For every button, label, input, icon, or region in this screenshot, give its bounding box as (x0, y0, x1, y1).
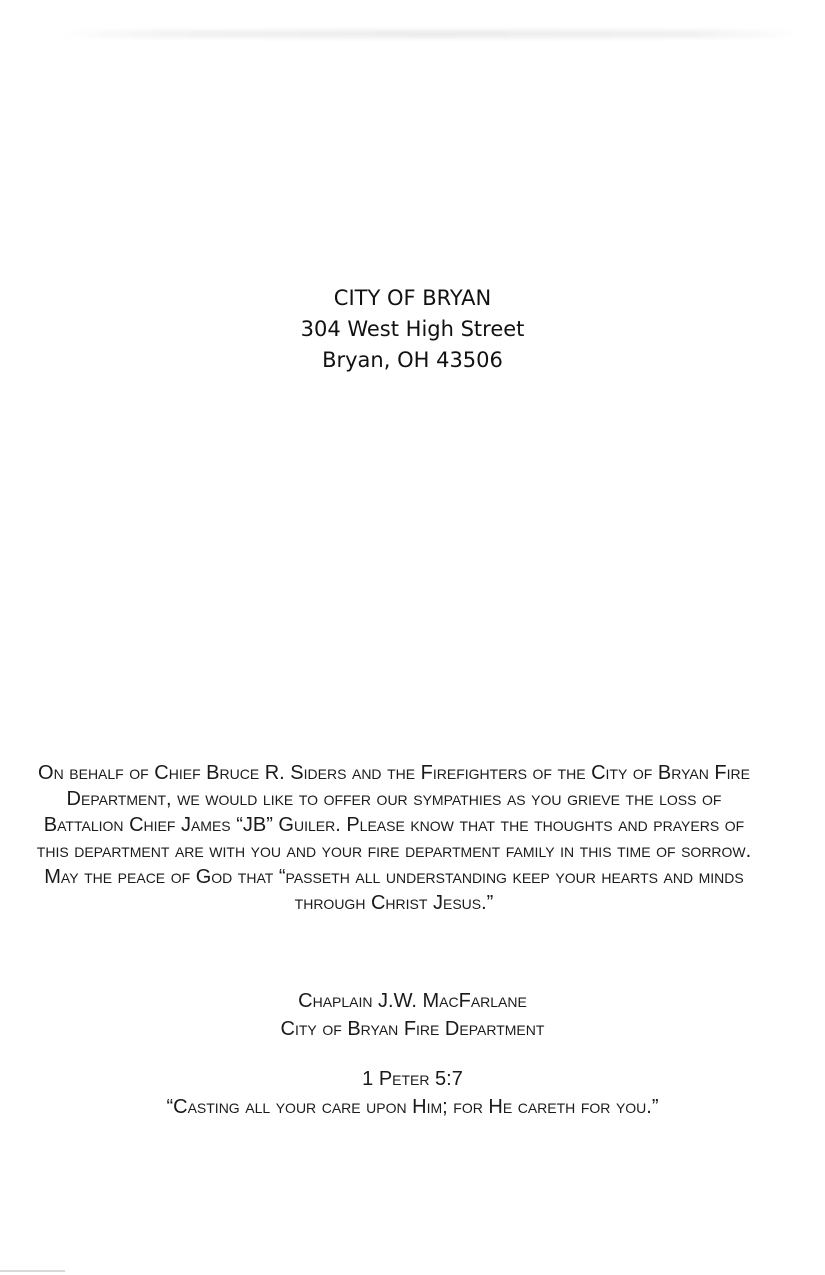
letterhead-name: CITY OF BRYAN (333, 286, 492, 310)
signature-organization: City of Bryan Fire Department (280, 1018, 545, 1040)
signature-block (0, 987, 825, 1043)
verse-reference: 1 Peter 5:7 (362, 1068, 463, 1090)
letterhead-address (0, 283, 825, 376)
scan-shadow-top (60, 30, 800, 38)
scan-edge-bottom (0, 1270, 65, 1272)
signature-name: Chaplain J.W. MacFarlane (298, 990, 527, 1012)
scripture-verse (0, 1065, 825, 1121)
letterhead-city-state-zip: Bryan, OH 43506 (322, 348, 503, 372)
verse-text: “Casting all your care upon Him; for He careth for you.” (166, 1096, 659, 1118)
letterhead-street: 304 West High Street (300, 317, 525, 341)
condolence-message: On behalf of Chief Bruce R. Siders and the Firefighters of the City of Bryan Fire Department, we would like to offer our sympathies as you grieve the loss of Battalion Chief James “JB” Guiler. Please know that the thoughts and prayers of this department are with you and your fire department family in this time of sorrow. May the peace of God that “passeth all understanding keep your hearts and minds through Christ Jesus.” (36, 762, 752, 914)
